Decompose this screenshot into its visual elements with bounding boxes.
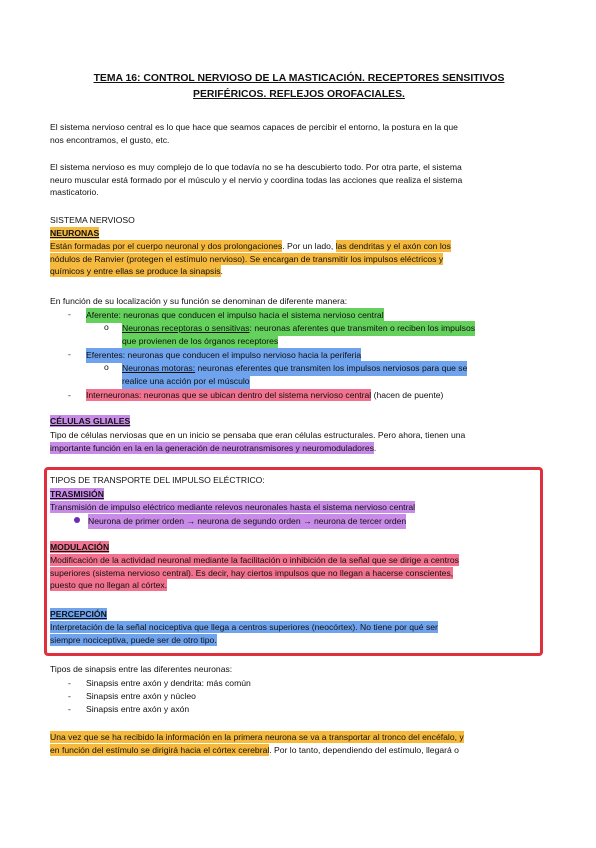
intro-paragraph-2: El sistema nervioso es muy complejo de lo que todavía no se ha descubierto todo. Por otra parte, el sistema neuro muscular está formado por el músculo y el nervio y coordina todas las acciones que realiza el sistema masticatorio. [50,162,463,198]
title-line-1: TEMA 16: CONTROL NERVIOSO DE LA MASTICACIÓN. RECEPTORES SENSITIVOS [93,73,505,84]
title-line-2: PERIFÉRICOS. REFLEJOS OROFACIALES. [193,88,405,100]
funcion-intro: En función de su localización y su función se denominan de diferente manera: [50,296,348,306]
percepcion-paragraph: Interpretación de la señal nociceptiva que llega a centros superiores (neocórtex). No tiene por qué ser siempre nociceptiva, puede ser de otro tipo. [50,622,438,645]
neuronas-paragraph: Están formadas por el cuerpo neuronal y dos prolongaciones. Por un lado, las dendritas y el axón con los nódulos de Ranvier (protegen el estímulo nervioso). Se encargan de transmitir los impulsos eléctricos y químicos y entre ellas se produce la sinapsis. [50,241,451,277]
final-paragraph: Una vez que se ha recibido la información en la primera neurona se va a transportar al tronco del encéfalo, y en función del estímulo se dirigirá hacia el córtex cerebral. Por lo tanto, dependiendo del estímulo, llegará o [50,732,464,755]
tipos-transporte-heading: TIPOS DE TRANSPORTE DEL IMPULSO ELÉCTRICO: [50,475,265,485]
document-page: TEMA 16: CONTROL NERVIOSO DE LA MASTICACIÓN. RECEPTORES SENSITIVOS PERIFÉRICOS. REFLEJOS OROFACIALES. El sistema nervioso central es lo que hace que seamos capaces de percibir el entorno, la postura en la que nos encontramos, el gusto, etc. El sistema nervioso es muy complejo de lo que todavía no se ha descubierto todo. Por otra parte, el sistema neuro muscular está formado por el músculo y el nervio y coordina todas las acciones que realiza el sistema masticatorio. SISTEMA NERVIOSO NEURONAS Están formadas por el cuerpo neuronal y dos prolongaciones. Por un lado, las dendritas y el axón con los nódulos de Ranvier (protegen el estímulo nervioso). Se encargan de transmitir los impulsos eléctricos y químicos y entre ellas se produce la sinapsis. En función de su localización y su función se denominan de diferente manera: - Aferente: neuronas que conducen el impulso hacia el sistema nervioso central o Neuronas receptoras o sensitivas: neuronas aferentes que transmiten o reciben los impulsos que provienen de los órganos receptores - Eferentes: neuronas que conducen el impulso nervioso hacia la periferia o Neuronas motoras: neuronas eferentes que transmiten los impulsos nerviosos para que se realice una acción por el músculo - Interneuronas: neuronas que se ubican dentro del sistema nervioso central (hacen de puente) CÉLULAS GLIALES Tipo de células nerviosas que en un inicio se pensaba que eran células estructurales. Pero ahora, tienen una importante función en la en la generación de neurotransmisores y neuromoduladores. TIPOS DE TRANSPORTE DEL IMPULSO ELÉCTRICO: TRASMISIÓN Transmisión de impulso eléctrico mediante relevos neuronales hasta el sistema nervioso central Neurona de primer orden → neurona de segundo orden → neurona de tercer orden MODULACIÓN Modificación de la actividad neuronal mediante la facilitación o inhibición de la señal que se dirige a centros superiores (sistema nervioso central). Es decir, hay ciertos impulsos que no llegan a hacerse conscientes, puesto que no llegan al córtex. PERCEPCIÓN Interpretación de la señal nociceptiva que llega a centros superiores (neocórtex). No tiene por qué ser siempre nociceptiva, puede ser de otro tipo. Tipos de sinapsis entre las diferentes neuronas: - Sinapsis entre axón y dendrita: más común - Sinapsis entre axón y núcleo - Sinapsis entre axón y axón Una vez que se ha recibido la información en la primera neurona se va a transportar al tronco del encéfalo, y en función del estímulo se dirigirá hacia el córtex cerebral. Por lo tanto, dependiendo del estímulo, llegará o [0,0,596,848]
percepcion-heading: PERCEPCIÓN [50,609,107,619]
gliales-paragraph: Tipo de células nerviosas que en un inicio se pensaba que eran células estructurales. Pero ahora, tienen una importante función en la en la generación de neurotransmisores y neuromoduladores. [50,430,466,453]
section-heading-sistema-nervioso: SISTEMA NERVIOSO [50,215,135,225]
sinapsis-intro: Tipos de sinapsis entre las diferentes neuronas: [50,664,233,674]
intro-paragraph-1: El sistema nervioso central es lo que hace que seamos capaces de percibir el entorno, la postura en la que nos encontramos, el gusto, etc. [50,122,458,145]
modulacion-heading: MODULACIÓN [50,542,110,552]
bullet-dot-icon [74,517,80,523]
section-heading-neuronas: NEURONAS [50,228,100,238]
section-heading-celulas-gliales: CÉLULAS GLIALES [50,416,131,426]
trasmision-heading: TRASMISIÓN [50,489,104,499]
page-title [60,71,538,102]
trasmision-text: Transmisión de impulso eléctrico mediante relevos neuronales hasta el sistema nervioso central [50,502,416,512]
modulacion-paragraph: Modificación de la actividad neuronal mediante la facilitación o inhibición de la señal que se dirige a centros superiores (sistema nervioso central). Es decir, hay ciertos impulsos que no llegan a hacerse conscientes, puesto que no llegan al córtex. [50,555,459,591]
